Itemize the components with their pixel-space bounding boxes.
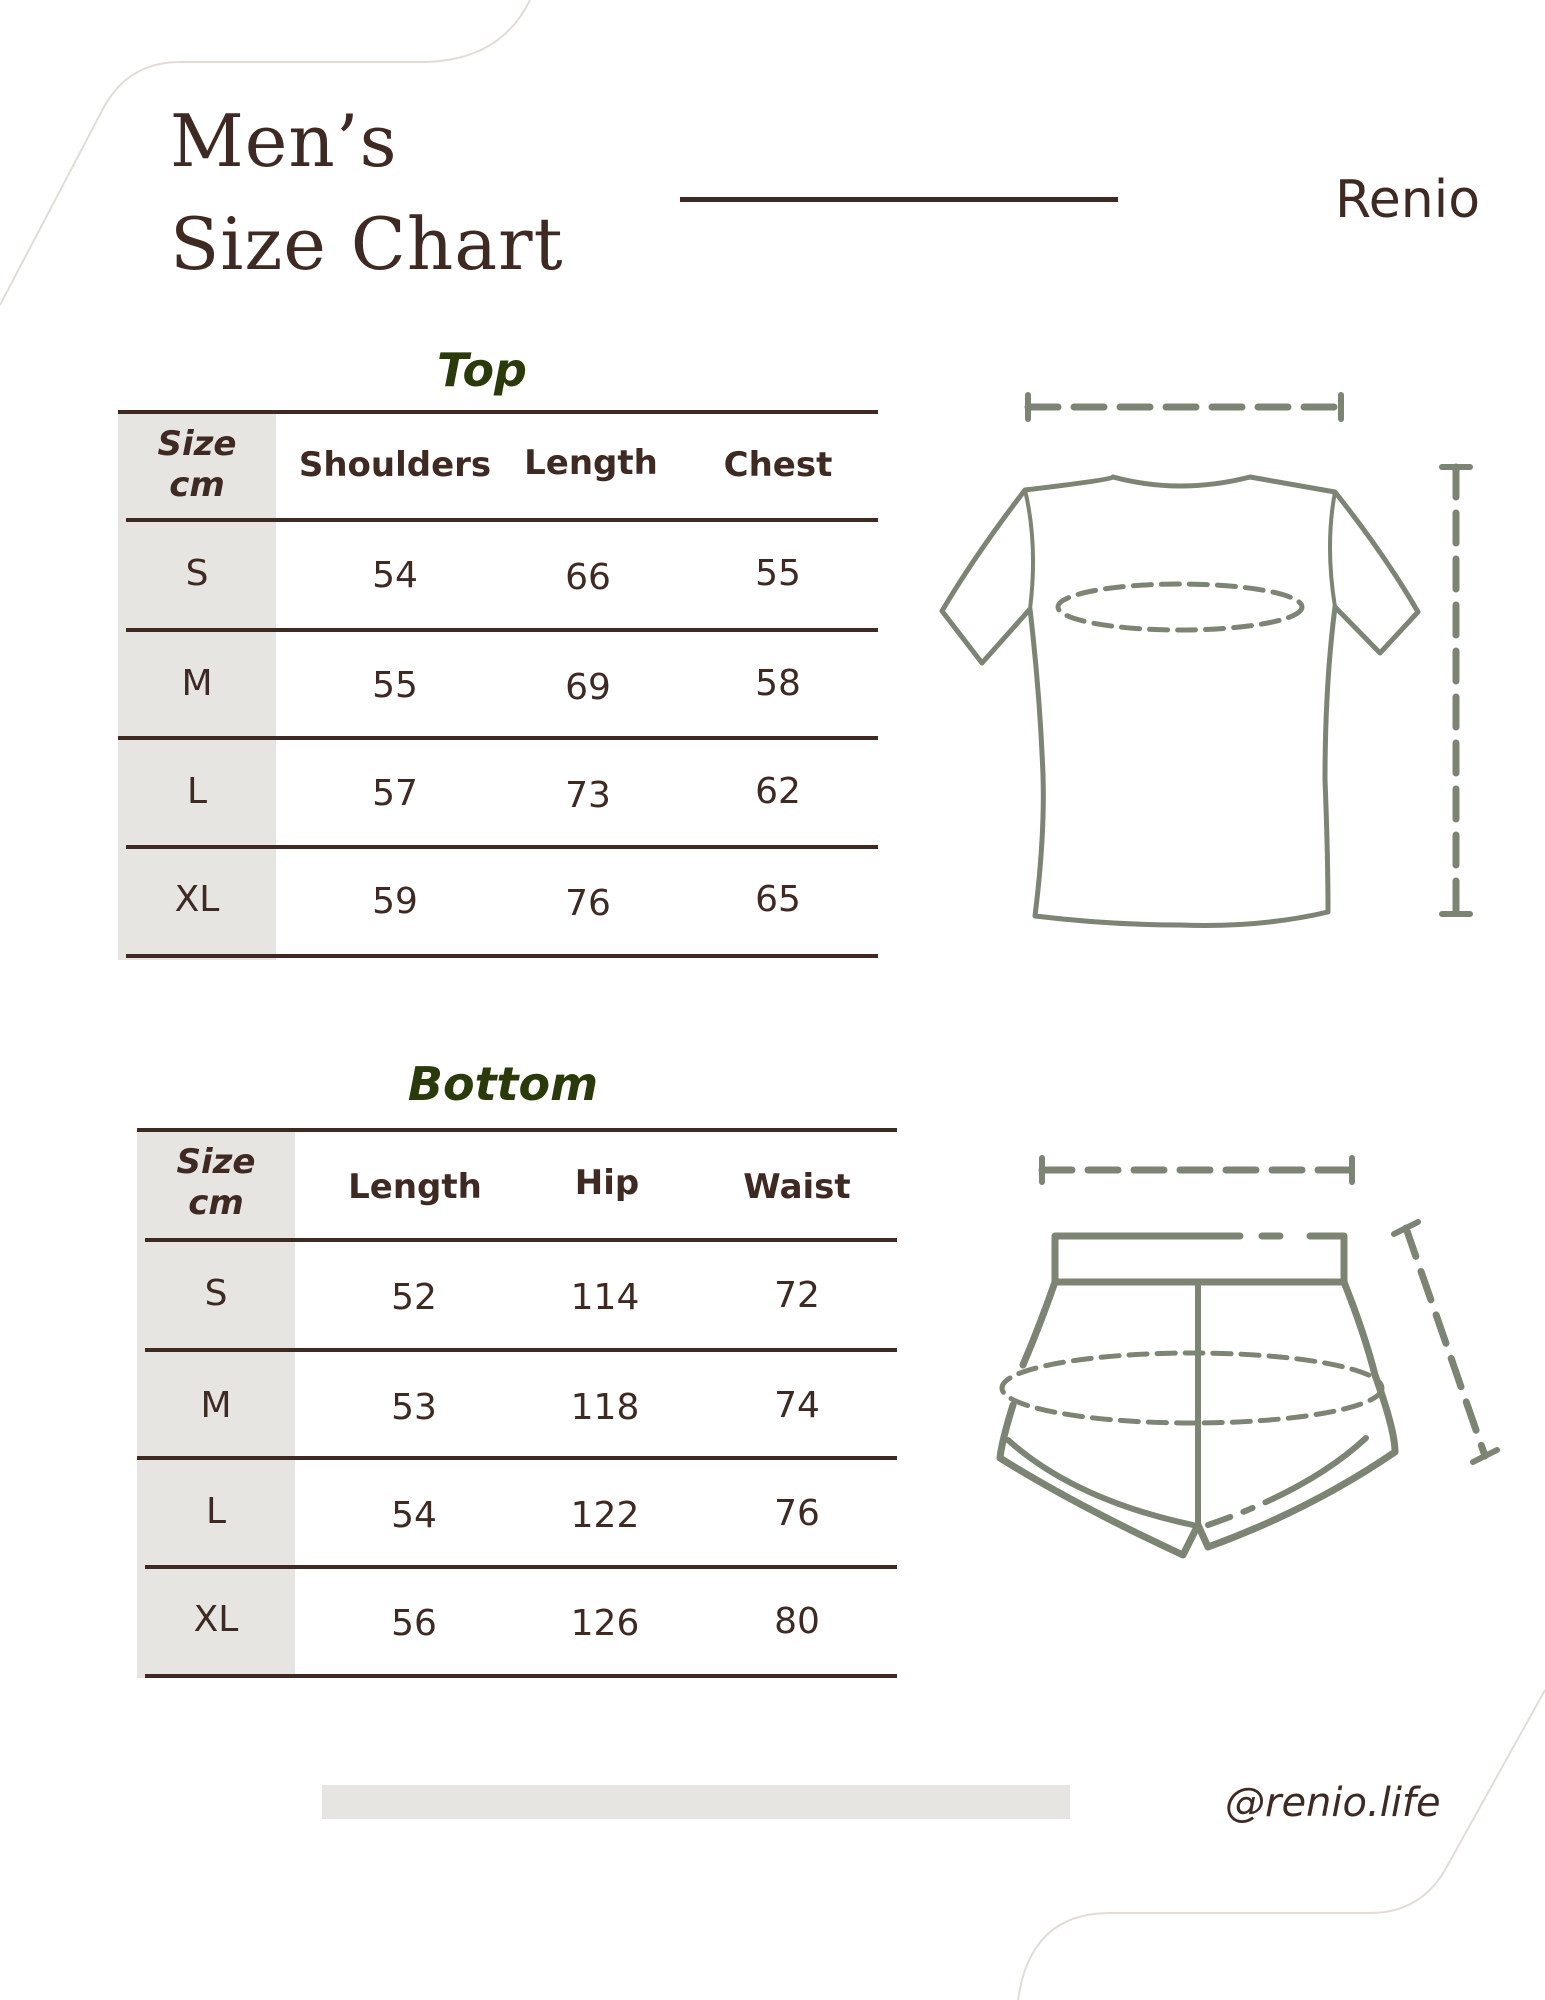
table-cell: 55 [372, 664, 418, 706]
unit-header-label: cm [188, 1183, 244, 1223]
size-label: L [205, 1490, 227, 1532]
size-label: XL [174, 878, 220, 920]
size-label: M [200, 1384, 232, 1426]
table-cell: 54 [372, 554, 418, 596]
size-label: S [185, 552, 209, 594]
brand-name: Renio [1335, 170, 1481, 230]
unit-header-label: cm [169, 465, 225, 505]
footer-bar [322, 1785, 1070, 1819]
top-section-title: Top [437, 343, 527, 397]
size-label: M [181, 662, 213, 704]
social-handle: @renio.life [1225, 1780, 1441, 1826]
table-cell: 114 [570, 1276, 640, 1318]
table-cell: 52 [391, 1276, 437, 1318]
table-cell: 53 [391, 1386, 437, 1428]
size-unit-header [118, 412, 276, 518]
table-cell: 74 [774, 1384, 820, 1426]
table-cell: 57 [372, 772, 418, 814]
column-header-length: Length [348, 1167, 482, 1207]
table-cell: 66 [565, 556, 611, 598]
size-label: XL [193, 1598, 239, 1640]
table-cell: 69 [565, 666, 611, 708]
bottom-size-table [137, 1128, 897, 1678]
column-header-hip: Hip [574, 1163, 640, 1203]
page-title-line-1: Men’s [170, 99, 398, 183]
table-cell: 54 [391, 1494, 437, 1536]
size-header-label: Size [176, 1142, 256, 1183]
table-cell: 73 [565, 774, 611, 816]
table-cell: 58 [755, 662, 801, 704]
table-cell: 72 [774, 1274, 820, 1316]
shorts-measurement-illustration [980, 1140, 1520, 1580]
table-cell: 122 [570, 1494, 640, 1536]
top-size-table [118, 410, 878, 960]
column-header-chest: Chest [723, 445, 833, 485]
size-header-label: Size [157, 424, 237, 465]
table-cell: 76 [774, 1492, 820, 1534]
column-header-waist: Waist [743, 1167, 851, 1207]
page-title-line-2: Size Chart [170, 202, 564, 286]
column-header-shoulders: Shoulders [298, 445, 492, 485]
table-cell: 65 [755, 878, 801, 920]
bottom-section-title: Bottom [407, 1057, 599, 1111]
table-cell: 59 [372, 880, 418, 922]
table-cell: 80 [774, 1600, 820, 1642]
table-cell: 55 [755, 552, 801, 594]
column-header-length: Length [524, 443, 658, 483]
table-cell: 76 [565, 882, 611, 924]
size-unit-header [137, 1130, 295, 1236]
size-label: L [186, 770, 208, 812]
size-label: S [204, 1272, 228, 1314]
table-cell: 56 [391, 1602, 437, 1644]
table-cell: 118 [570, 1386, 640, 1428]
table-cell: 62 [755, 770, 801, 812]
header-divider [680, 197, 1118, 202]
table-cell: 126 [570, 1602, 640, 1644]
tshirt-measurement-illustration [930, 385, 1480, 935]
